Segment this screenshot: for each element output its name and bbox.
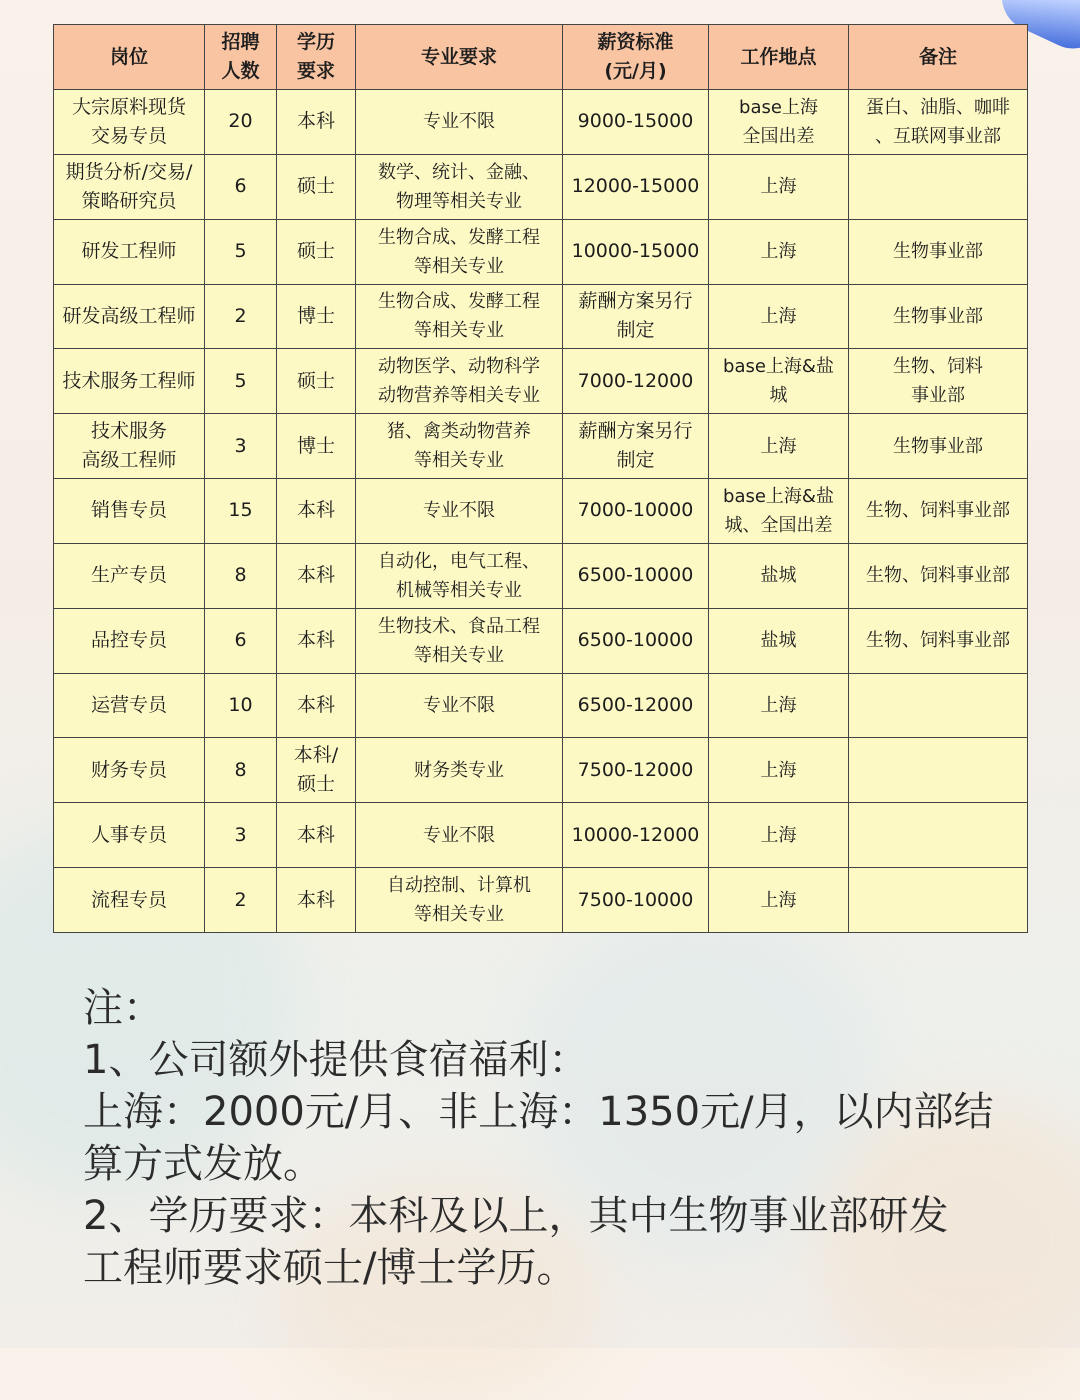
cell-remarks [849, 673, 1028, 738]
column-header-work-location: 工作地点 [709, 25, 849, 90]
cell-position: 大宗原料现货 交易专员 [54, 90, 205, 155]
cell-salary: 10000-15000 [563, 219, 709, 284]
cell-remarks: 生物事业部 [849, 414, 1028, 479]
cell-remarks: 生物、饲料事业部 [849, 479, 1028, 544]
cell-work-location: 上海 [709, 738, 849, 803]
cell-major-requirement: 财务类专业 [356, 738, 563, 803]
cell-salary: 10000-12000 [563, 803, 709, 868]
cell-remarks [849, 803, 1028, 868]
cell-headcount: 6 [205, 154, 277, 219]
cell-major-requirement: 自动化，电气工程、 机械等相关专业 [356, 543, 563, 608]
cell-headcount: 5 [205, 219, 277, 284]
cell-work-location: 上海 [709, 154, 849, 219]
cell-major-requirement: 数学、统计、金融、 物理等相关专业 [356, 154, 563, 219]
table-row [54, 219, 1028, 284]
cell-salary: 6500-12000 [563, 673, 709, 738]
cell-major-requirement: 动物医学、动物科学 动物营养等相关专业 [356, 349, 563, 414]
table-row [54, 738, 1028, 803]
note-line: 上海：2000元/月、非上海：1350元/月，以内部结 [83, 1089, 994, 1135]
cell-work-location: 上海 [709, 868, 849, 933]
cell-headcount: 3 [205, 414, 277, 479]
cell-salary: 薪酬方案另行 制定 [563, 414, 709, 479]
table-row [54, 543, 1028, 608]
cell-position: 技术服务 高级工程师 [54, 414, 205, 479]
notes-section [83, 982, 1003, 1294]
table-row [54, 868, 1028, 933]
table-row [54, 90, 1028, 155]
cell-remarks [849, 738, 1028, 803]
cell-remarks: 生物、饲料 事业部 [849, 349, 1028, 414]
cell-work-location: 盐城 [709, 543, 849, 608]
cell-education: 博士 [277, 284, 356, 349]
cell-salary: 7000-10000 [563, 479, 709, 544]
cell-salary: 薪酬方案另行 制定 [563, 284, 709, 349]
job-openings-table [53, 24, 1028, 933]
cell-work-location: 上海 [709, 219, 849, 284]
table-row [54, 414, 1028, 479]
cell-education: 本科 [277, 803, 356, 868]
cell-remarks [849, 154, 1028, 219]
note-line: 工程师要求硕士/博士学历。 [83, 1245, 577, 1291]
cell-education: 本科 [277, 608, 356, 673]
table-header [54, 25, 1028, 90]
table-row [54, 803, 1028, 868]
note-line: 算方式发放。 [83, 1141, 323, 1187]
cell-education: 硕士 [277, 219, 356, 284]
cell-education: 博士 [277, 414, 356, 479]
cell-remarks: 蛋白、油脂、咖啡 、互联网事业部 [849, 90, 1028, 155]
table-row [54, 349, 1028, 414]
cell-position: 财务专员 [54, 738, 205, 803]
cell-salary: 9000-15000 [563, 90, 709, 155]
cell-position: 品控专员 [54, 608, 205, 673]
cell-position: 期货分析/交易/ 策略研究员 [54, 154, 205, 219]
note-line: 2、学历要求：本科及以上，其中生物事业部研发 [83, 1193, 949, 1239]
cell-major-requirement: 生物合成、发酵工程 等相关专业 [356, 219, 563, 284]
cell-position: 运营专员 [54, 673, 205, 738]
note-title: 注： [83, 985, 163, 1031]
cell-work-location: 上海 [709, 803, 849, 868]
cell-headcount: 15 [205, 479, 277, 544]
cell-headcount: 3 [205, 803, 277, 868]
table-row [54, 154, 1028, 219]
cell-major-requirement: 自动控制、计算机 等相关专业 [356, 868, 563, 933]
cell-remarks [849, 868, 1028, 933]
column-header-education: 学历 要求 [277, 25, 356, 90]
cell-major-requirement: 专业不限 [356, 803, 563, 868]
cell-education: 本科 [277, 90, 356, 155]
cell-education: 硕士 [277, 349, 356, 414]
cell-education: 硕士 [277, 154, 356, 219]
column-header-position: 岗位 [54, 25, 205, 90]
cell-education: 本科/ 硕士 [277, 738, 356, 803]
cell-position: 生产专员 [54, 543, 205, 608]
cell-position: 技术服务工程师 [54, 349, 205, 414]
table-row [54, 479, 1028, 544]
cell-headcount: 8 [205, 543, 277, 608]
cell-major-requirement: 专业不限 [356, 479, 563, 544]
cell-work-location: 盐城 [709, 608, 849, 673]
cell-work-location: 上海 [709, 284, 849, 349]
cell-headcount: 6 [205, 608, 277, 673]
cell-major-requirement: 生物合成、发酵工程 等相关专业 [356, 284, 563, 349]
cell-salary: 6500-10000 [563, 543, 709, 608]
cell-position: 销售专员 [54, 479, 205, 544]
table-row [54, 284, 1028, 349]
cell-work-location: 上海 [709, 414, 849, 479]
cell-work-location: base上海&盐 城 [709, 349, 849, 414]
table-row [54, 673, 1028, 738]
cell-salary: 7500-12000 [563, 738, 709, 803]
cell-work-location: base上海&盐 城、全国出差 [709, 479, 849, 544]
cell-position: 研发工程师 [54, 219, 205, 284]
note-line: 1、公司额外提供食宿福利： [83, 1037, 589, 1083]
cell-education: 本科 [277, 479, 356, 544]
cell-major-requirement: 生物技术、食品工程 等相关专业 [356, 608, 563, 673]
table-row [54, 608, 1028, 673]
cell-position: 研发高级工程师 [54, 284, 205, 349]
cell-salary: 12000-15000 [563, 154, 709, 219]
cell-headcount: 5 [205, 349, 277, 414]
cell-headcount: 20 [205, 90, 277, 155]
column-header-remarks: 备注 [849, 25, 1028, 90]
cell-headcount: 10 [205, 673, 277, 738]
cell-remarks: 生物、饲料事业部 [849, 543, 1028, 608]
cell-headcount: 2 [205, 868, 277, 933]
column-header-salary: 薪资标准 (元/月) [563, 25, 709, 90]
cell-salary: 6500-10000 [563, 608, 709, 673]
cell-headcount: 8 [205, 738, 277, 803]
cell-education: 本科 [277, 868, 356, 933]
cell-work-location: base上海 全国出差 [709, 90, 849, 155]
header-row [54, 25, 1028, 90]
cell-work-location: 上海 [709, 673, 849, 738]
cell-education: 本科 [277, 543, 356, 608]
cell-remarks: 生物、饲料事业部 [849, 608, 1028, 673]
cell-salary: 7000-12000 [563, 349, 709, 414]
cell-headcount: 2 [205, 284, 277, 349]
cell-position: 流程专员 [54, 868, 205, 933]
cell-education: 本科 [277, 673, 356, 738]
cell-major-requirement: 专业不限 [356, 90, 563, 155]
cell-major-requirement: 专业不限 [356, 673, 563, 738]
cell-remarks: 生物事业部 [849, 284, 1028, 349]
cell-salary: 7500-10000 [563, 868, 709, 933]
column-header-major-requirement: 专业要求 [356, 25, 563, 90]
column-header-headcount: 招聘 人数 [205, 25, 277, 90]
table-body [54, 90, 1028, 933]
cell-major-requirement: 猪、禽类动物营养 等相关专业 [356, 414, 563, 479]
cell-position: 人事专员 [54, 803, 205, 868]
cell-remarks: 生物事业部 [849, 219, 1028, 284]
